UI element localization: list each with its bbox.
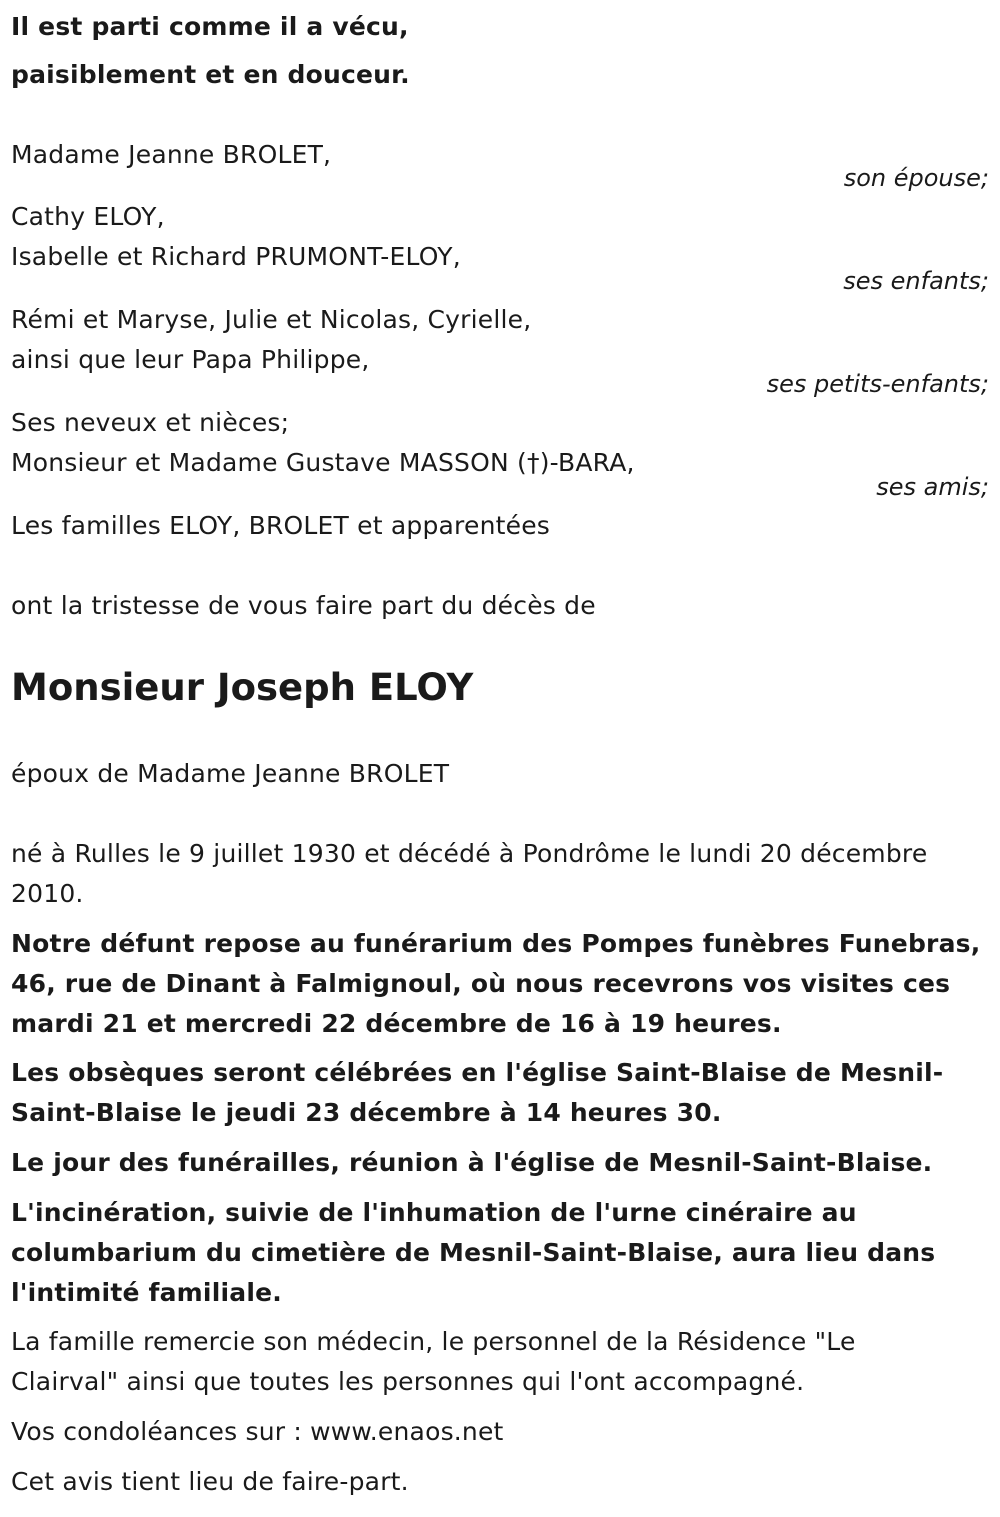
- cremation-line-1: L'incinération, suivie de l'inhumation de l'urne cinéraire au: [11, 1198, 857, 1227]
- opening-line-1: Il est parti comme il a vécu,: [11, 12, 409, 41]
- grandchildren-relation: ses petits-enfants;: [766, 370, 989, 398]
- birth-death-line-2: 2010.: [11, 879, 84, 908]
- families-line: Les familles ELOY, BROLET et apparentées: [11, 511, 551, 540]
- birth-death-line-1: né à Rulles le 9 juillet 1930 et décédé à Pondrôme le lundi 20 décembre: [11, 839, 928, 868]
- child-name-1: Cathy ELOY,: [11, 202, 165, 231]
- cremation-line-3: l'intimité familiale.: [11, 1278, 282, 1307]
- friends-line: Monsieur et Madame Gustave MASSON (†)-BARA,: [11, 448, 635, 477]
- grandchildren-line-2: ainsi que leur Papa Philippe,: [11, 345, 370, 374]
- closing-line: Cet avis tient lieu de faire-part.: [11, 1467, 409, 1496]
- funeral-line-2: Saint-Blaise le jeudi 23 décembre à 14 heures 30.: [11, 1098, 722, 1127]
- nephews-line: Ses neveux et nièces;: [11, 408, 290, 437]
- spouse-relation: son épouse;: [843, 164, 989, 192]
- visitation-line-2: 46, rue de Dinant à Falmignoul, où nous recevrons vos visites ces: [11, 969, 951, 998]
- visitation-line-1: Notre défunt repose au funérarium des Pompes funèbres Funebras,: [11, 929, 981, 958]
- deceased-name: Monsieur Joseph ELOY: [11, 666, 474, 709]
- spouse-name: Madame Jeanne BROLET,: [11, 140, 332, 169]
- opening-line-2: paisiblement et en douceur.: [11, 60, 410, 89]
- visitation-line-3: mardi 21 et mercredi 22 décembre de 16 à 19 heures.: [11, 1009, 782, 1038]
- condolences-line: Vos condoléances sur : www.enaos.net: [11, 1417, 504, 1446]
- thanks-line-1: La famille remercie son médecin, le personnel de la Résidence "Le: [11, 1327, 856, 1356]
- children-relation: ses enfants;: [843, 267, 989, 295]
- spouse-of-line: époux de Madame Jeanne BROLET: [11, 759, 450, 788]
- friends-relation: ses amis;: [876, 473, 989, 501]
- cremation-line-2: columbarium du cimetière de Mesnil-Saint-Blaise, aura lieu dans: [11, 1238, 936, 1267]
- child-name-2: Isabelle et Richard PRUMONT-ELOY,: [11, 242, 461, 271]
- announcement-line: ont la tristesse de vous faire part du décès de: [11, 591, 596, 620]
- funeral-line-1: Les obsèques seront célébrées en l'église Saint-Blaise de Mesnil-: [11, 1058, 944, 1087]
- thanks-line-2: Clairval" ainsi que toutes les personnes qui l'ont accompagné.: [11, 1367, 805, 1396]
- grandchildren-line-1: Rémi et Maryse, Julie et Nicolas, Cyrielle,: [11, 305, 532, 334]
- meeting-line: Le jour des funérailles, réunion à l'église de Mesnil-Saint-Blaise.: [11, 1148, 933, 1177]
